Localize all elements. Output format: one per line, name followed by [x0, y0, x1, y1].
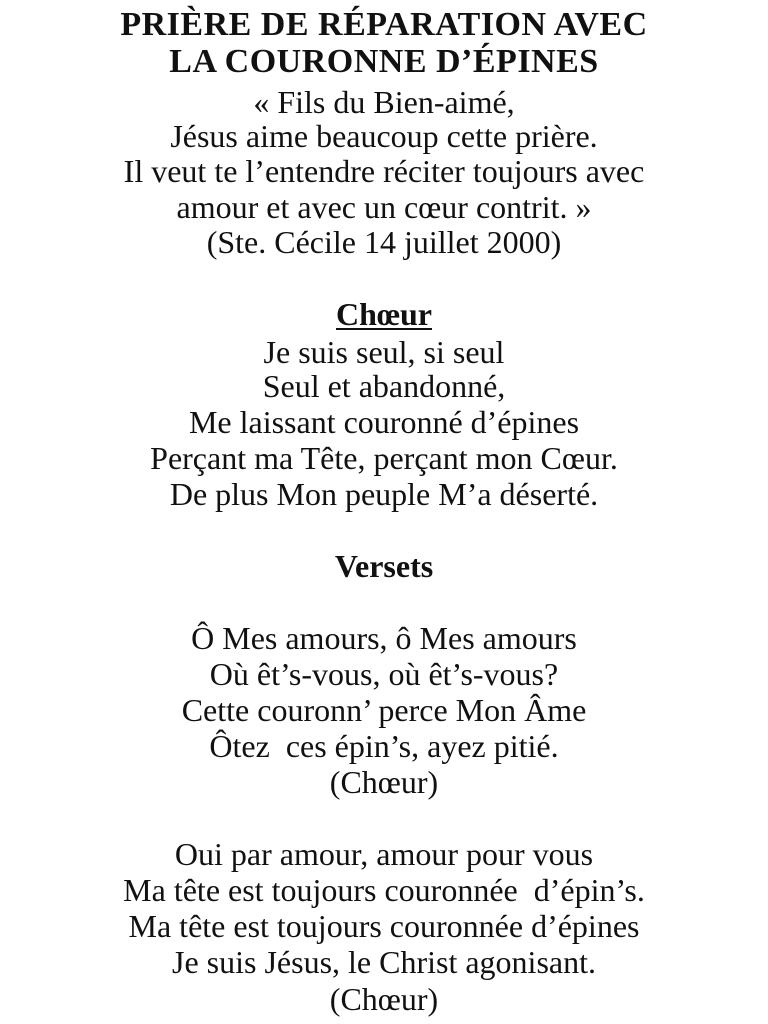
- choeur-line-5: De plus Mon peuple M’a déserté.: [169, 476, 599, 512]
- choeur-line-3: Me laissant couronné d’épines: [188, 404, 580, 440]
- verse2-refrain: (Chœur): [329, 981, 439, 1017]
- choeur-heading: Chœur: [335, 296, 432, 332]
- intro-citation: (Ste. Cécile 14 juillet 2000): [206, 224, 562, 260]
- verse1-line-1: Ô Mes amours, ô Mes amours: [191, 620, 577, 656]
- versets-heading: Versets: [334, 548, 434, 584]
- verse2-line-2: Ma tête est toujours couronnée d’épin’s.: [123, 872, 645, 908]
- choeur-line-1: Je suis seul, si seul: [263, 334, 505, 370]
- verse2-line-1: Oui par amour, amour pour vous: [174, 836, 594, 872]
- choeur-line-2: Seul et abandonné,: [262, 368, 506, 404]
- intro-line-3: Il veut te l’entendre réciter toujours avec: [123, 153, 645, 189]
- verse2-line-3: Ma tête est toujours couronnée d’épines: [128, 908, 640, 944]
- verse1-line-4: Ôtez ces épin’s, ayez pitié.: [209, 728, 559, 764]
- verse1-line-2: Où êt’s-vous, où êt’s-vous?: [209, 656, 559, 692]
- title-line-1: PRIÈRE DE RÉPARATION AVEC: [120, 6, 648, 43]
- title-line-2: LA COURONNE D’ÉPINES: [169, 43, 599, 80]
- intro-line-1: « Fils du Bien-aimé,: [253, 84, 515, 120]
- intro-line-2: Jésus aime beaucoup cette prière.: [170, 118, 598, 154]
- verse1-line-3: Cette couronn’ perce Mon Âme: [181, 692, 587, 728]
- intro-line-4: amour et avec un cœur contrit. »: [176, 189, 592, 225]
- verse1-refrain: (Chœur): [329, 764, 439, 800]
- verse2-line-4: Je suis Jésus, le Christ agonisant.: [172, 944, 596, 980]
- choeur-line-4: Perçant ma Tête, perçant mon Cœur.: [150, 440, 618, 476]
